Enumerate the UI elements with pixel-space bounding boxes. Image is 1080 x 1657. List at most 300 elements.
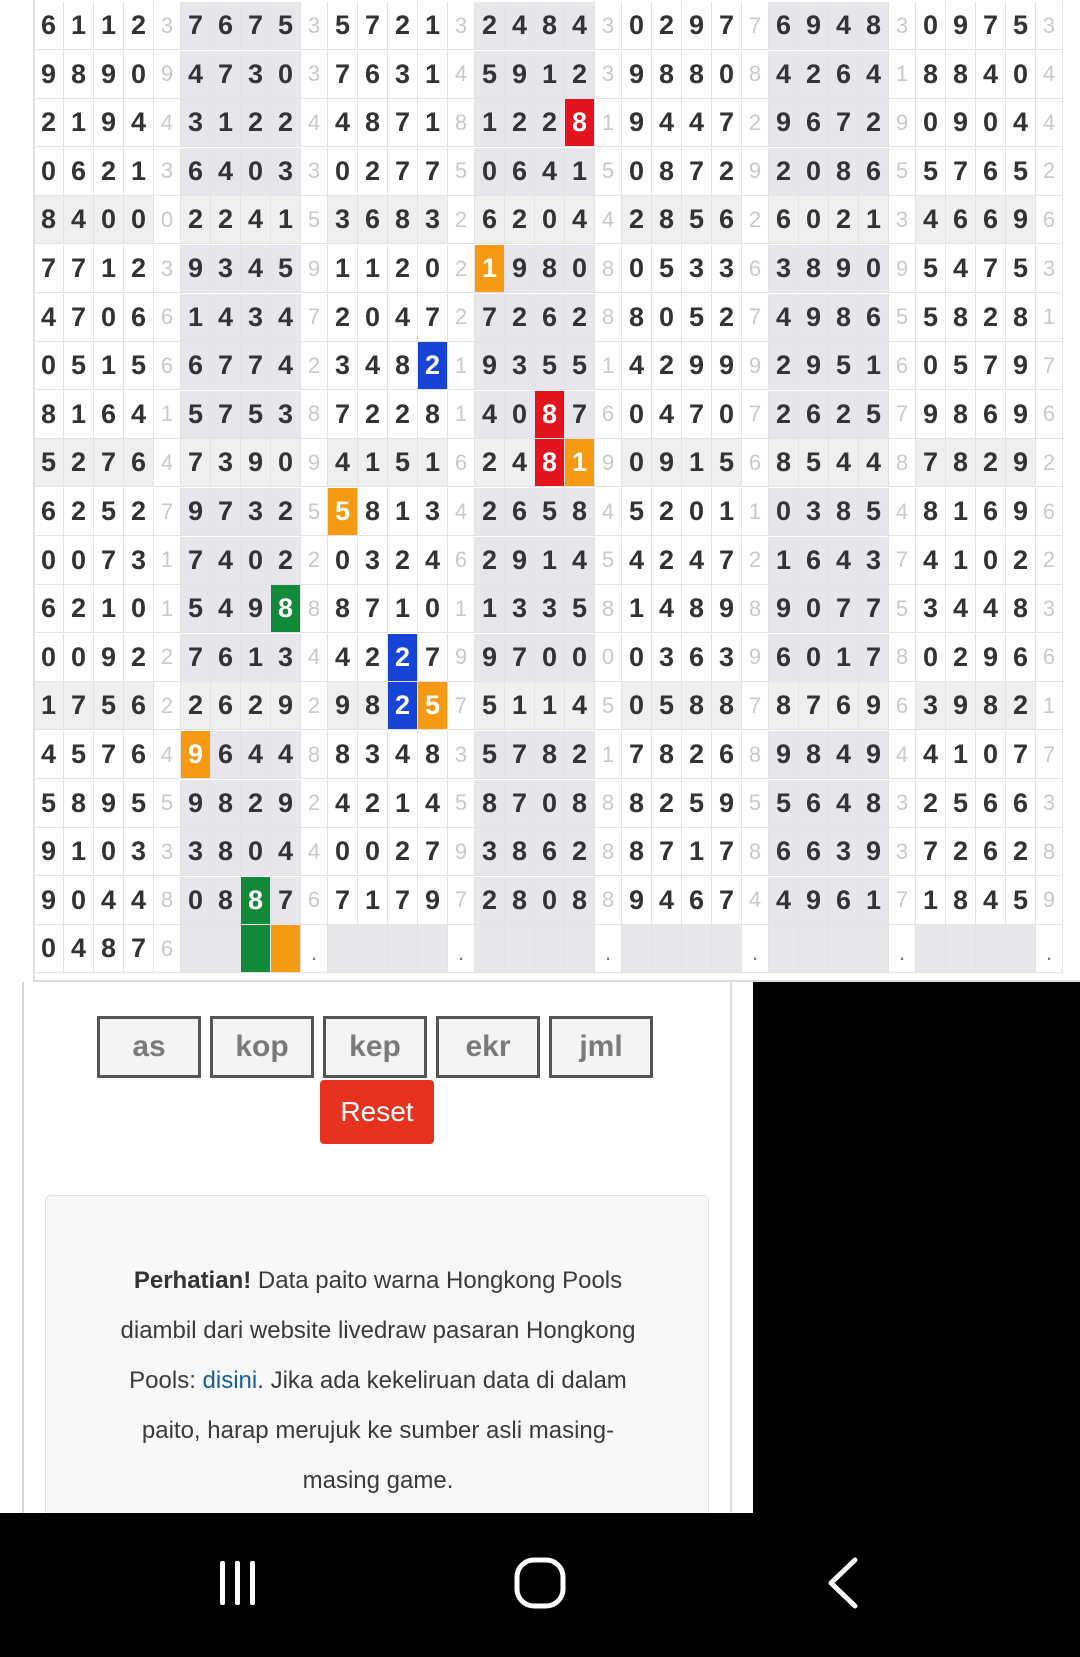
paito-digit[interactable]: 4 bbox=[976, 51, 1006, 99]
paito-digit[interactable]: 0 bbox=[34, 925, 64, 973]
paito-digit[interactable]: 6 bbox=[712, 731, 742, 779]
paito-digit[interactable]: 8 bbox=[211, 877, 241, 925]
paito-digit[interactable]: 2 bbox=[976, 294, 1006, 342]
paito-digit[interactable]: 3 bbox=[328, 342, 358, 390]
paito-digit[interactable]: 0 bbox=[124, 51, 154, 99]
paito-digit[interactable]: 6 bbox=[181, 148, 211, 196]
paito-digit[interactable]: 1 bbox=[829, 634, 859, 682]
paito-digit[interactable]: 7 bbox=[652, 828, 682, 876]
paito-digit[interactable]: 9 bbox=[181, 780, 211, 828]
paito-digit[interactable]: 8 bbox=[565, 780, 595, 828]
paito-digit[interactable]: 1 bbox=[859, 877, 889, 925]
paito-digit[interactable]: 2 bbox=[34, 99, 64, 147]
paito-digit[interactable]: 6 bbox=[34, 585, 64, 633]
paito-digit[interactable]: 0 bbox=[475, 148, 505, 196]
paito-digit[interactable]: 8 bbox=[388, 196, 418, 244]
paito-digit[interactable]: 8 bbox=[682, 51, 712, 99]
paito-digit[interactable]: 1 bbox=[475, 245, 505, 293]
paito-digit[interactable]: 7 bbox=[505, 731, 535, 779]
paito-digit[interactable]: 7 bbox=[505, 780, 535, 828]
paito-digit[interactable]: 7 bbox=[388, 877, 418, 925]
paito-digit[interactable]: 3 bbox=[124, 828, 154, 876]
paito-digit[interactable]: 1 bbox=[475, 99, 505, 147]
paito-digit[interactable]: 0 bbox=[535, 634, 565, 682]
paito-digit[interactable]: 8 bbox=[565, 488, 595, 536]
paito-digit[interactable]: 9 bbox=[241, 585, 271, 633]
paito-digit[interactable]: 2 bbox=[769, 342, 799, 390]
paito-digit[interactable]: 7 bbox=[712, 2, 742, 50]
paito-digit[interactable]: 3 bbox=[505, 585, 535, 633]
paito-digit[interactable]: 5 bbox=[916, 245, 946, 293]
paito-digit[interactable]: 3 bbox=[388, 51, 418, 99]
paito-digit[interactable]: 7 bbox=[388, 148, 418, 196]
paito-digit[interactable]: 5 bbox=[64, 342, 94, 390]
paito-digit[interactable]: 1 bbox=[418, 51, 448, 99]
paito-digit[interactable]: 2 bbox=[358, 780, 388, 828]
paito-digit[interactable]: 2 bbox=[358, 148, 388, 196]
paito-digit[interactable]: 6 bbox=[124, 439, 154, 487]
paito-digit[interactable]: 1 bbox=[565, 148, 595, 196]
paito-digit[interactable]: 7 bbox=[328, 391, 358, 439]
paito-digit[interactable]: 9 bbox=[652, 439, 682, 487]
paito-digit[interactable]: 4 bbox=[565, 682, 595, 730]
paito-digit[interactable]: 4 bbox=[976, 877, 1006, 925]
paito-digit[interactable]: 0 bbox=[916, 99, 946, 147]
paito-digit[interactable]: 6 bbox=[976, 148, 1006, 196]
paito-digit[interactable]: 8 bbox=[535, 391, 565, 439]
paito-digit[interactable]: 1 bbox=[475, 585, 505, 633]
paito-digit[interactable]: 2 bbox=[829, 391, 859, 439]
paito-digit[interactable]: 5 bbox=[475, 682, 505, 730]
paito-digit[interactable]: 4 bbox=[388, 731, 418, 779]
paito-digit[interactable]: 6 bbox=[535, 828, 565, 876]
paito-digit[interactable]: 1 bbox=[94, 245, 124, 293]
paito-digit[interactable]: 2 bbox=[565, 828, 595, 876]
paito-digit[interactable]: 2 bbox=[241, 99, 271, 147]
paito-digit[interactable]: 8 bbox=[34, 196, 64, 244]
paito-digit[interactable]: 6 bbox=[946, 196, 976, 244]
paito-digit[interactable]: 7 bbox=[211, 488, 241, 536]
paito-digit[interactable]: 7 bbox=[859, 634, 889, 682]
paito-digit[interactable]: 9 bbox=[34, 828, 64, 876]
paito-digit[interactable]: 6 bbox=[124, 682, 154, 730]
paito-digit[interactable]: 5 bbox=[475, 51, 505, 99]
paito-digit[interactable]: 8 bbox=[652, 196, 682, 244]
paito-digit[interactable]: 1 bbox=[94, 2, 124, 50]
paito-digit[interactable]: 0 bbox=[418, 245, 448, 293]
paito-digit[interactable]: 8 bbox=[946, 51, 976, 99]
paito-digit[interactable]: 4 bbox=[859, 439, 889, 487]
paito-digit[interactable]: 9 bbox=[769, 731, 799, 779]
paito-digit[interactable]: 1 bbox=[181, 294, 211, 342]
paito-digit[interactable]: 3 bbox=[181, 828, 211, 876]
paito-digit[interactable]: 9 bbox=[946, 99, 976, 147]
paito-digit[interactable]: 8 bbox=[535, 2, 565, 50]
paito-digit[interactable]: 9 bbox=[976, 634, 1006, 682]
paito-digit[interactable]: 8 bbox=[418, 731, 448, 779]
paito-digit[interactable]: 9 bbox=[859, 828, 889, 876]
paito-digit[interactable]: 6 bbox=[976, 780, 1006, 828]
paito-digit[interactable]: 6 bbox=[211, 2, 241, 50]
paito-digit[interactable]: 0 bbox=[328, 537, 358, 585]
paito-digit[interactable] bbox=[565, 925, 595, 973]
paito-digit[interactable]: 4 bbox=[34, 294, 64, 342]
paito-digit[interactable]: 9 bbox=[475, 634, 505, 682]
paito-digit[interactable]: 9 bbox=[271, 780, 301, 828]
paito-digit[interactable]: 1 bbox=[682, 439, 712, 487]
paito-digit[interactable]: 4 bbox=[241, 731, 271, 779]
paito-digit[interactable]: 1 bbox=[124, 148, 154, 196]
paito-digit[interactable]: 5 bbox=[652, 682, 682, 730]
paito-digit[interactable]: 5 bbox=[916, 294, 946, 342]
paito-digit[interactable]: 3 bbox=[418, 196, 448, 244]
paito-digit[interactable]: 6 bbox=[34, 488, 64, 536]
paito-digit[interactable]: 2 bbox=[241, 780, 271, 828]
paito-digit[interactable]: 7 bbox=[418, 294, 448, 342]
paito-digit[interactable]: 1 bbox=[64, 2, 94, 50]
paito-digit[interactable]: 5 bbox=[328, 488, 358, 536]
paito-digit[interactable]: 2 bbox=[388, 537, 418, 585]
paito-digit[interactable]: 2 bbox=[712, 294, 742, 342]
paito-digit[interactable]: 6 bbox=[976, 196, 1006, 244]
paito-digit[interactable]: 0 bbox=[358, 828, 388, 876]
paito-digit[interactable]: 2 bbox=[565, 731, 595, 779]
paito-digit[interactable]: 5 bbox=[475, 731, 505, 779]
paito-digit[interactable]: 8 bbox=[946, 294, 976, 342]
paito-digit[interactable]: 8 bbox=[211, 828, 241, 876]
paito-digit[interactable]: 5 bbox=[535, 342, 565, 390]
paito-digit[interactable]: 7 bbox=[712, 828, 742, 876]
paito-digit[interactable]: 8 bbox=[565, 877, 595, 925]
paito-digit[interactable]: 8 bbox=[916, 51, 946, 99]
kep-button[interactable]: kep bbox=[323, 1016, 427, 1078]
paito-digit[interactable]: 7 bbox=[64, 682, 94, 730]
paito-digit[interactable]: 5 bbox=[946, 342, 976, 390]
paito-digit[interactable]: 4 bbox=[271, 731, 301, 779]
paito-digit[interactable]: 5 bbox=[652, 245, 682, 293]
paito-digit[interactable]: 8 bbox=[241, 877, 271, 925]
paito-digit[interactable]: 8 bbox=[388, 342, 418, 390]
paito-digit[interactable]: 4 bbox=[388, 294, 418, 342]
paito-digit[interactable]: 4 bbox=[181, 51, 211, 99]
paito-digit[interactable] bbox=[682, 925, 712, 973]
paito-digit[interactable] bbox=[799, 925, 829, 973]
paito-digit[interactable]: 5 bbox=[418, 682, 448, 730]
paito-digit[interactable]: 7 bbox=[94, 537, 124, 585]
paito-digit[interactable]: 3 bbox=[799, 488, 829, 536]
paito-digit[interactable]: 8 bbox=[769, 682, 799, 730]
paito-digit[interactable]: 4 bbox=[916, 537, 946, 585]
paito-digit[interactable]: 6 bbox=[124, 731, 154, 779]
paito-digit[interactable]: 2 bbox=[916, 780, 946, 828]
paito-digit[interactable]: 1 bbox=[64, 99, 94, 147]
paito-digit[interactable]: 1 bbox=[418, 99, 448, 147]
paito-digit[interactable] bbox=[946, 925, 976, 973]
paito-digit[interactable]: 2 bbox=[622, 196, 652, 244]
paito-digit[interactable]: 2 bbox=[271, 99, 301, 147]
paito-digit[interactable]: 4 bbox=[358, 342, 388, 390]
paito-digit[interactable]: 9 bbox=[799, 877, 829, 925]
paito-digit[interactable]: 0 bbox=[535, 877, 565, 925]
paito-digit[interactable]: 8 bbox=[1006, 294, 1036, 342]
paito-digit[interactable]: 1 bbox=[64, 828, 94, 876]
paito-digit[interactable]: 9 bbox=[859, 682, 889, 730]
paito-digit[interactable]: 1 bbox=[94, 342, 124, 390]
paito-digit[interactable]: 9 bbox=[946, 2, 976, 50]
paito-digit[interactable] bbox=[328, 925, 358, 973]
paito-digit[interactable]: 0 bbox=[622, 391, 652, 439]
paito-digit[interactable]: 9 bbox=[622, 51, 652, 99]
paito-digit[interactable]: 8 bbox=[829, 294, 859, 342]
paito-digit[interactable]: 8 bbox=[622, 294, 652, 342]
paito-digit[interactable]: 7 bbox=[712, 877, 742, 925]
paito-digit[interactable]: 6 bbox=[976, 488, 1006, 536]
paito-digit[interactable]: 6 bbox=[1006, 634, 1036, 682]
paito-digit[interactable]: 1 bbox=[418, 439, 448, 487]
paito-digit[interactable]: 2 bbox=[64, 488, 94, 536]
paito-digit[interactable]: 8 bbox=[682, 682, 712, 730]
paito-digit[interactable]: 4 bbox=[565, 196, 595, 244]
paito-digit[interactable]: 1 bbox=[946, 537, 976, 585]
paito-digit[interactable]: 7 bbox=[916, 439, 946, 487]
paito-digit[interactable]: 5 bbox=[622, 488, 652, 536]
paito-digit[interactable]: 3 bbox=[829, 828, 859, 876]
paito-digit[interactable]: 2 bbox=[859, 99, 889, 147]
paito-digit[interactable]: 9 bbox=[829, 245, 859, 293]
paito-digit[interactable]: 9 bbox=[181, 245, 211, 293]
recents-icon[interactable] bbox=[188, 1543, 288, 1623]
paito-digit[interactable]: 5 bbox=[1006, 877, 1036, 925]
paito-digit[interactable]: 3 bbox=[271, 148, 301, 196]
paito-digit[interactable] bbox=[535, 925, 565, 973]
paito-digit[interactable]: 4 bbox=[946, 245, 976, 293]
paito-digit[interactable]: 0 bbox=[535, 196, 565, 244]
paito-digit[interactable]: 9 bbox=[1006, 439, 1036, 487]
paito-digit[interactable]: 8 bbox=[622, 828, 652, 876]
paito-digit[interactable]: 2 bbox=[328, 294, 358, 342]
paito-digit[interactable]: 8 bbox=[799, 731, 829, 779]
paito-digit[interactable]: 1 bbox=[358, 877, 388, 925]
paito-digit[interactable]: 7 bbox=[94, 439, 124, 487]
paito-digit[interactable]: 7 bbox=[976, 2, 1006, 50]
paito-digit[interactable]: 2 bbox=[505, 294, 535, 342]
paito-digit[interactable]: 9 bbox=[916, 391, 946, 439]
paito-digit[interactable]: 0 bbox=[94, 828, 124, 876]
paito-digit[interactable]: 2 bbox=[241, 682, 271, 730]
paito-digit[interactable] bbox=[388, 925, 418, 973]
paito-digit[interactable]: 4 bbox=[916, 731, 946, 779]
paito-digit[interactable]: 5 bbox=[859, 391, 889, 439]
paito-digit[interactable]: 4 bbox=[241, 196, 271, 244]
paito-digit[interactable]: 2 bbox=[388, 634, 418, 682]
paito-digit[interactable]: 9 bbox=[505, 245, 535, 293]
paito-digit[interactable]: 0 bbox=[535, 780, 565, 828]
paito-digit[interactable]: 4 bbox=[682, 537, 712, 585]
paito-digit[interactable]: 9 bbox=[34, 877, 64, 925]
paito-digit[interactable]: 5 bbox=[859, 488, 889, 536]
paito-digit[interactable]: 8 bbox=[535, 245, 565, 293]
paito-digit[interactable]: 9 bbox=[475, 342, 505, 390]
paito-digit[interactable] bbox=[712, 925, 742, 973]
paito-digit[interactable]: 7 bbox=[859, 585, 889, 633]
paito-digit[interactable]: 9 bbox=[94, 99, 124, 147]
paito-digit[interactable]: 9 bbox=[712, 585, 742, 633]
paito-digit[interactable]: 7 bbox=[211, 342, 241, 390]
paito-digit[interactable]: 0 bbox=[181, 877, 211, 925]
paito-digit[interactable]: 2 bbox=[418, 342, 448, 390]
paito-digit[interactable]: 8 bbox=[652, 148, 682, 196]
paito-digit[interactable]: 3 bbox=[124, 537, 154, 585]
paito-digit[interactable]: 2 bbox=[358, 391, 388, 439]
paito-digit[interactable]: 5 bbox=[712, 439, 742, 487]
paito-digit[interactable]: 0 bbox=[976, 99, 1006, 147]
paito-digit[interactable]: 5 bbox=[94, 488, 124, 536]
paito-digit[interactable]: 7 bbox=[622, 731, 652, 779]
paito-digit[interactable]: 2 bbox=[1006, 537, 1036, 585]
paito-digit[interactable]: 4 bbox=[829, 439, 859, 487]
paito-digit[interactable]: 4 bbox=[1006, 99, 1036, 147]
paito-digit[interactable]: 9 bbox=[1006, 342, 1036, 390]
paito-digit[interactable]: 1 bbox=[859, 342, 889, 390]
paito-digit[interactable]: 5 bbox=[124, 342, 154, 390]
paito-digit[interactable]: 2 bbox=[388, 391, 418, 439]
paito-digit[interactable]: 0 bbox=[358, 294, 388, 342]
paito-digit[interactable]: 2 bbox=[769, 391, 799, 439]
source-link[interactable]: disini bbox=[202, 1367, 258, 1394]
paito-digit[interactable]: 7 bbox=[358, 2, 388, 50]
paito-digit[interactable]: 8 bbox=[418, 391, 448, 439]
paito-digit[interactable]: 9 bbox=[94, 780, 124, 828]
paito-digit[interactable]: 0 bbox=[916, 634, 946, 682]
paito-digit[interactable]: 9 bbox=[505, 537, 535, 585]
paito-digit[interactable]: 2 bbox=[535, 99, 565, 147]
paito-digit[interactable]: 8 bbox=[652, 731, 682, 779]
paito-digit[interactable]: 1 bbox=[241, 634, 271, 682]
paito-digit[interactable] bbox=[241, 925, 271, 973]
paito-digit[interactable]: 6 bbox=[505, 488, 535, 536]
paito-digit[interactable]: 9 bbox=[94, 634, 124, 682]
paito-digit[interactable]: 6 bbox=[1006, 780, 1036, 828]
paito-digit[interactable]: 5 bbox=[64, 731, 94, 779]
paito-digit[interactable]: 7 bbox=[418, 634, 448, 682]
paito-digit[interactable]: 1 bbox=[946, 488, 976, 536]
paito-digit[interactable]: 6 bbox=[799, 537, 829, 585]
paito-digit[interactable]: 4 bbox=[211, 148, 241, 196]
paito-digit[interactable]: 2 bbox=[388, 682, 418, 730]
paito-digit[interactable]: 8 bbox=[829, 488, 859, 536]
paito-digit[interactable]: 4 bbox=[34, 731, 64, 779]
paito-digit[interactable]: 2 bbox=[358, 634, 388, 682]
paito-digit[interactable]: 7 bbox=[712, 99, 742, 147]
paito-digit[interactable]: 8 bbox=[535, 731, 565, 779]
paito-digit[interactable] bbox=[1006, 925, 1036, 973]
paito-digit[interactable]: 7 bbox=[34, 245, 64, 293]
paito-digit[interactable]: 8 bbox=[859, 780, 889, 828]
paito-digit[interactable]: 8 bbox=[94, 925, 124, 973]
paito-digit[interactable]: 9 bbox=[799, 342, 829, 390]
paito-digit[interactable]: 9 bbox=[859, 731, 889, 779]
paito-digit[interactable]: 9 bbox=[712, 342, 742, 390]
paito-digit[interactable]: 0 bbox=[124, 196, 154, 244]
paito-digit[interactable]: 2 bbox=[505, 196, 535, 244]
paito-digit[interactable]: 1 bbox=[946, 731, 976, 779]
paito-digit[interactable]: 6 bbox=[211, 731, 241, 779]
paito-digit[interactable]: 2 bbox=[475, 877, 505, 925]
paito-digit[interactable]: 6 bbox=[712, 196, 742, 244]
paito-digit[interactable]: 8 bbox=[799, 245, 829, 293]
paito-digit[interactable]: 2 bbox=[1006, 682, 1036, 730]
paito-digit[interactable]: 3 bbox=[769, 245, 799, 293]
paito-digit[interactable]: 2 bbox=[652, 342, 682, 390]
paito-digit[interactable]: 1 bbox=[34, 682, 64, 730]
paito-digit[interactable]: 1 bbox=[388, 780, 418, 828]
paito-digit[interactable]: 5 bbox=[682, 780, 712, 828]
paito-digit[interactable] bbox=[505, 925, 535, 973]
paito-digit[interactable]: 8 bbox=[358, 99, 388, 147]
paito-digit[interactable]: 4 bbox=[829, 2, 859, 50]
paito-digit[interactable]: 3 bbox=[328, 196, 358, 244]
paito-digit[interactable]: 3 bbox=[211, 439, 241, 487]
paito-digit[interactable]: 7 bbox=[211, 51, 241, 99]
paito-digit[interactable]: 8 bbox=[622, 780, 652, 828]
paito-digit[interactable]: 2 bbox=[271, 488, 301, 536]
paito-digit[interactable]: 0 bbox=[94, 294, 124, 342]
paito-digit[interactable]: 4 bbox=[565, 537, 595, 585]
paito-digit[interactable]: 0 bbox=[916, 342, 946, 390]
home-icon[interactable] bbox=[490, 1543, 590, 1623]
paito-digit[interactable]: 0 bbox=[769, 488, 799, 536]
paito-digit[interactable]: 7 bbox=[94, 731, 124, 779]
paito-digit[interactable]: 5 bbox=[565, 342, 595, 390]
paito-digit[interactable]: 9 bbox=[1006, 488, 1036, 536]
paito-digit[interactable]: 2 bbox=[94, 148, 124, 196]
paito-digit[interactable]: 4 bbox=[652, 585, 682, 633]
paito-digit[interactable]: 2 bbox=[799, 51, 829, 99]
paito-digit[interactable]: 0 bbox=[565, 245, 595, 293]
paito-digit[interactable]: 1 bbox=[712, 488, 742, 536]
paito-digit[interactable]: 2 bbox=[769, 148, 799, 196]
paito-digit[interactable]: 9 bbox=[682, 2, 712, 50]
paito-digit[interactable]: 0 bbox=[34, 634, 64, 682]
paito-digit[interactable]: 6 bbox=[682, 877, 712, 925]
paito-digit[interactable]: 3 bbox=[505, 342, 535, 390]
paito-digit[interactable]: 4 bbox=[622, 342, 652, 390]
paito-digit[interactable]: 0 bbox=[622, 682, 652, 730]
paito-digit[interactable]: 7 bbox=[124, 925, 154, 973]
paito-digit[interactable]: 1 bbox=[535, 51, 565, 99]
paito-digit[interactable]: 3 bbox=[418, 488, 448, 536]
paito-digit[interactable]: 2 bbox=[124, 245, 154, 293]
paito-digit[interactable]: 2 bbox=[475, 2, 505, 50]
paito-digit[interactable]: 1 bbox=[271, 196, 301, 244]
paito-digit[interactable]: 6 bbox=[769, 828, 799, 876]
paito-digit[interactable]: 8 bbox=[652, 51, 682, 99]
paito-digit[interactable]: 3 bbox=[358, 537, 388, 585]
paito-digit[interactable]: 9 bbox=[328, 682, 358, 730]
paito-digit[interactable]: 8 bbox=[565, 99, 595, 147]
paito-digit[interactable]: 7 bbox=[799, 682, 829, 730]
paito-digit[interactable]: 3 bbox=[652, 634, 682, 682]
paito-digit[interactable] bbox=[211, 925, 241, 973]
paito-digit[interactable] bbox=[622, 925, 652, 973]
paito-digit[interactable]: 6 bbox=[34, 2, 64, 50]
paito-digit[interactable]: 9 bbox=[505, 51, 535, 99]
paito-digit[interactable]: 1 bbox=[916, 877, 946, 925]
paito-digit[interactable]: 4 bbox=[328, 634, 358, 682]
paito-digit[interactable]: 8 bbox=[682, 585, 712, 633]
paito-digit[interactable]: 3 bbox=[181, 99, 211, 147]
paito-digit[interactable]: 4 bbox=[124, 877, 154, 925]
